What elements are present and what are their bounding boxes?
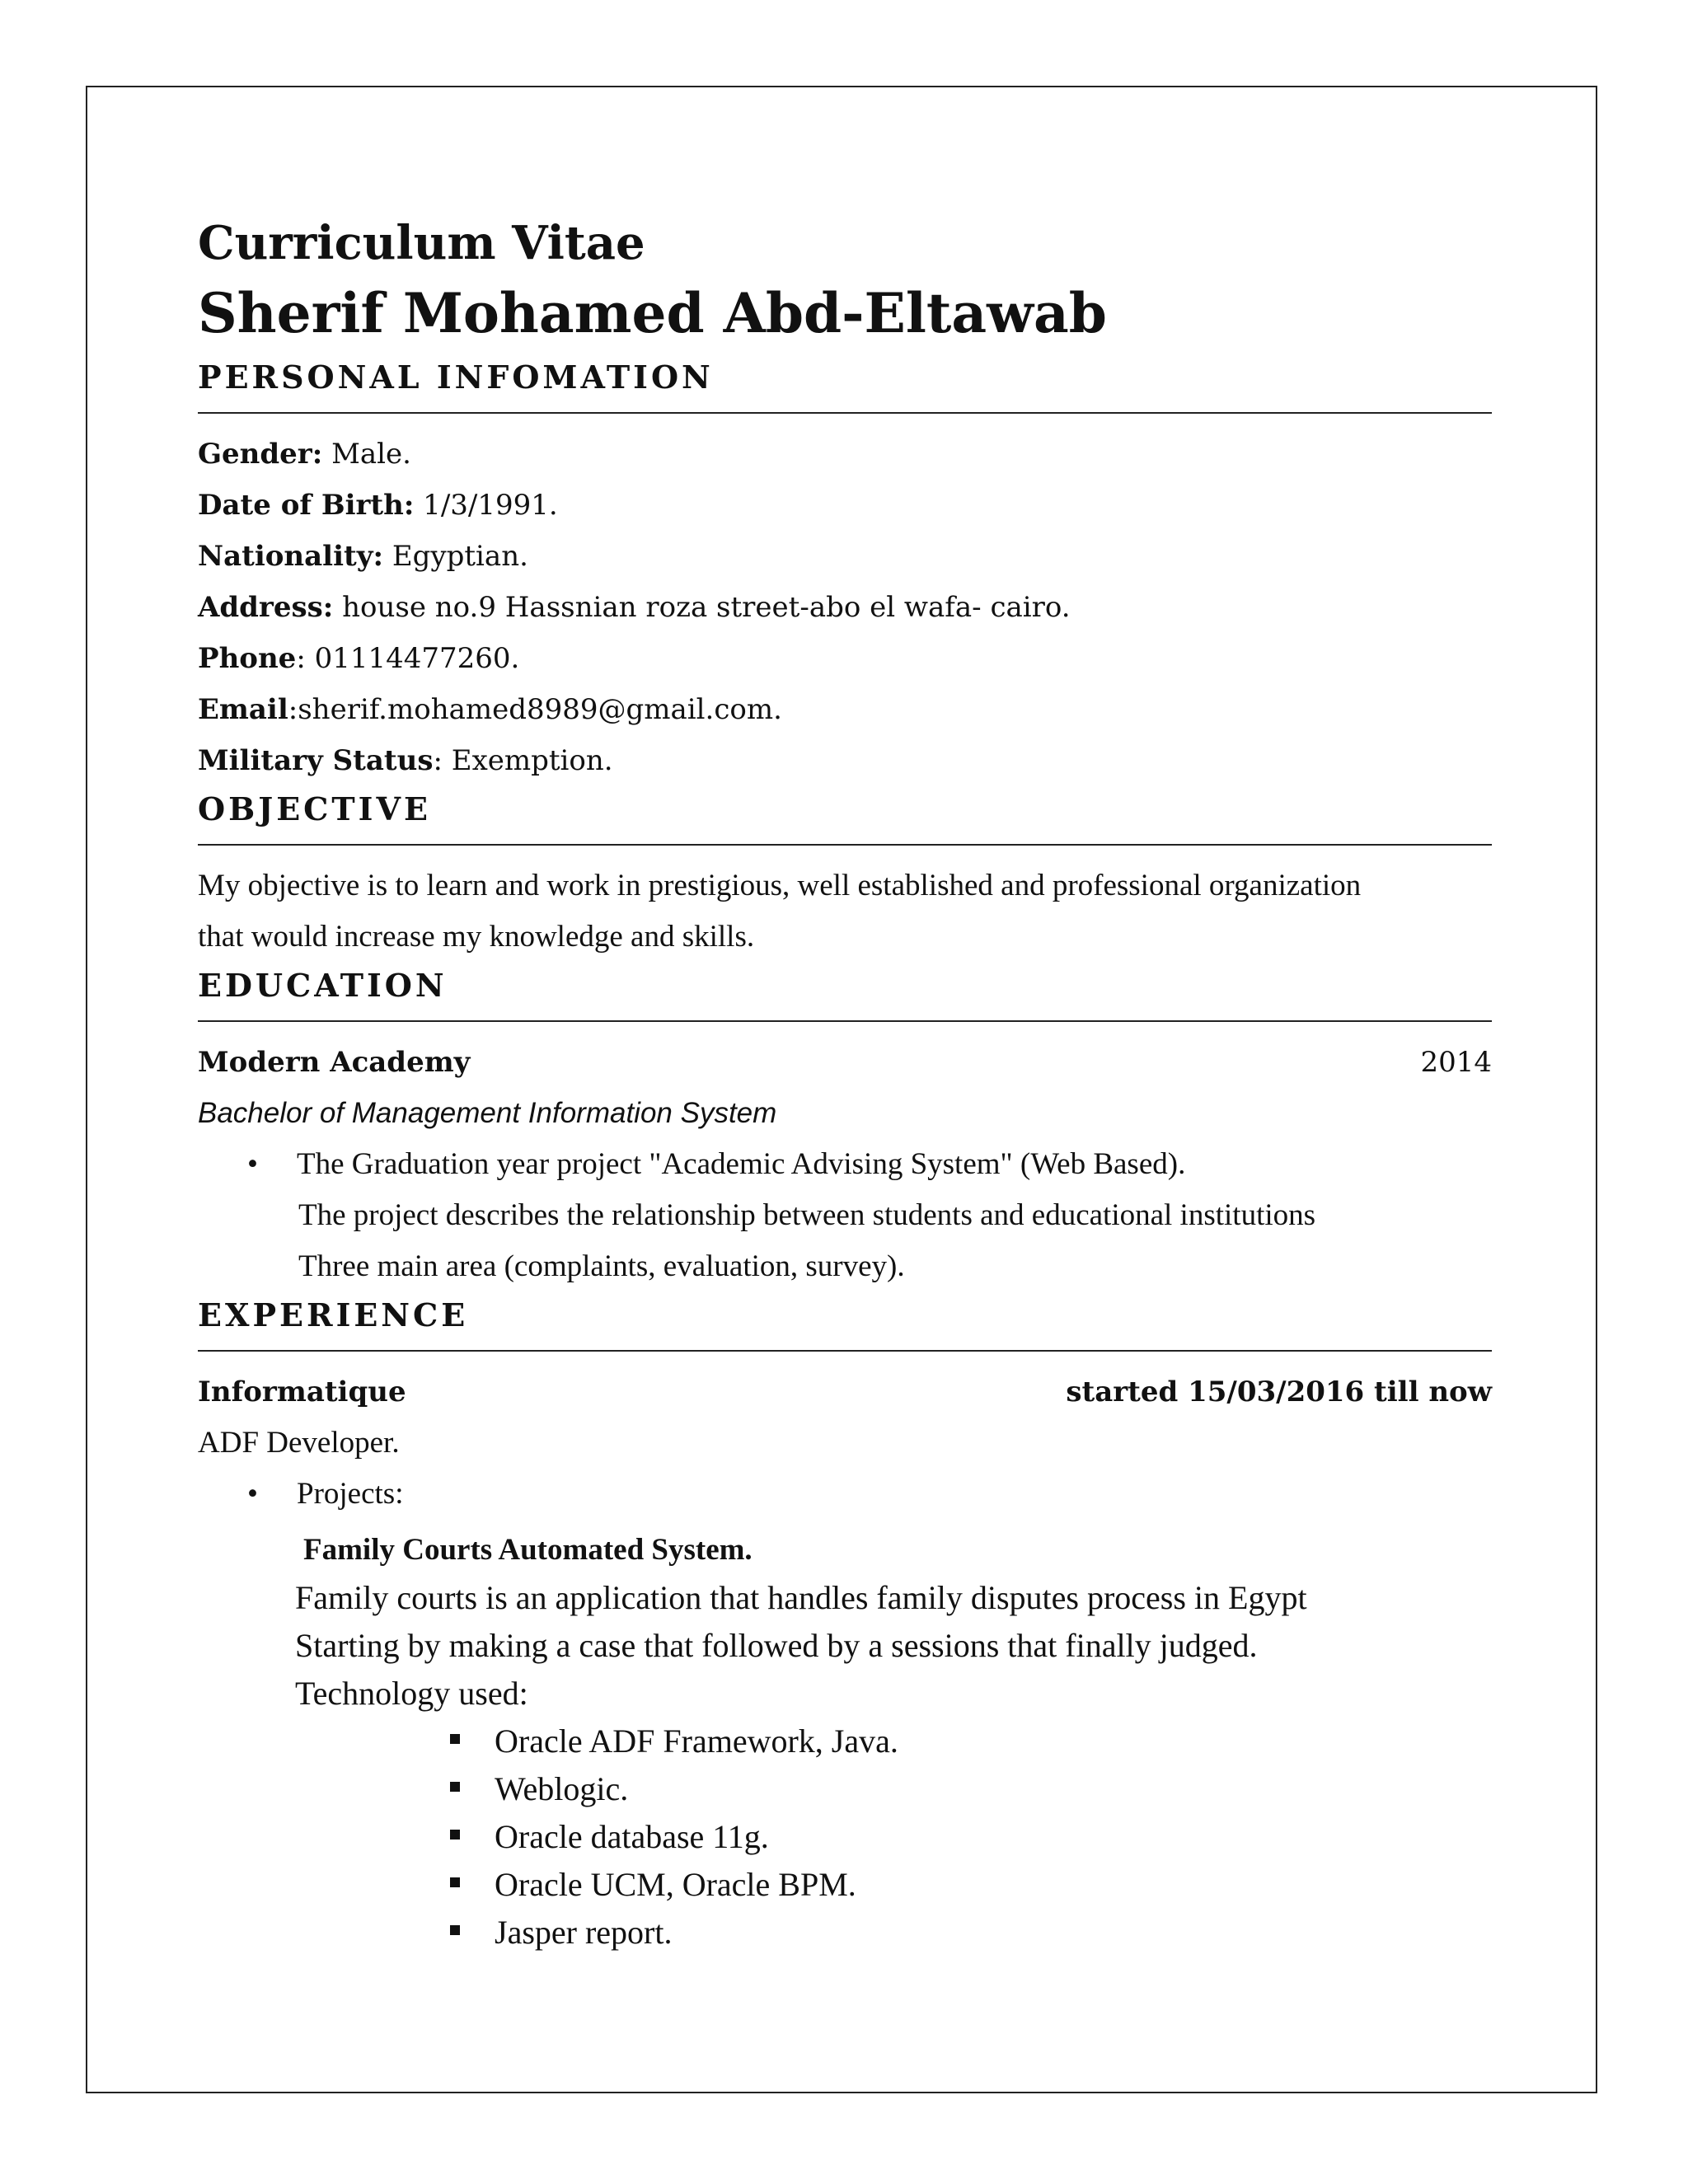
projects-label: Projects:	[297, 1477, 404, 1511]
phone-value: : 01114477260.	[296, 642, 520, 675]
phone-label: Phone	[198, 642, 297, 675]
project-description-line: Family courts is an application that handles family disputes process in Egypt	[295, 1579, 1307, 1616]
technology-item-text: Oracle database 11g.	[495, 1818, 769, 1855]
bullet-icon: •	[247, 1477, 258, 1511]
school-name: Modern Academy	[198, 1046, 471, 1079]
dob-row	[198, 480, 1492, 531]
technology-item	[495, 1813, 1492, 1861]
gender-label: Gender:	[198, 438, 323, 471]
section-heading-education: EDUCATION	[198, 963, 1492, 1022]
degree-title: Bachelor of Management Information System	[198, 1097, 777, 1129]
nationality-label: Nationality:	[198, 540, 384, 573]
phone-row	[198, 633, 1492, 684]
candidate-name: Sherif Mohamed Abd-Eltawab	[198, 281, 1107, 345]
job-role: ADF Developer.	[198, 1426, 400, 1460]
projects-bullet	[198, 1469, 1492, 1520]
company-name: Informatique	[198, 1376, 406, 1408]
nationality-row	[198, 531, 1492, 582]
experience-header-row	[198, 1366, 1492, 1418]
project-detail-line: The project describes the relationship between students and educational institutions	[298, 1198, 1316, 1232]
technology-item	[495, 1718, 1492, 1765]
square-bullet-icon	[450, 1782, 460, 1792]
personal-info-list	[198, 429, 1492, 786]
gender-row	[198, 429, 1492, 480]
military-value: : Exemption.	[433, 744, 613, 777]
technology-item-text: Jasper report.	[495, 1914, 673, 1951]
technology-list	[198, 1718, 1492, 1957]
military-row	[198, 735, 1492, 786]
address-value: house no.9 Hassnian roza street-abo el wafa- cairo.	[333, 591, 1071, 624]
square-bullet-icon	[450, 1877, 460, 1887]
technology-item-text: Oracle UCM, Oracle BPM.	[495, 1866, 856, 1903]
section-heading-objective: OBJECTIVE	[198, 786, 1492, 846]
objective-body	[198, 860, 1492, 963]
email-row	[198, 684, 1492, 735]
technology-item-text: Weblogic.	[495, 1770, 629, 1807]
technology-item	[495, 1861, 1492, 1909]
email-value: :sherif.mohamed8989@gmail.com.	[288, 693, 782, 726]
education-body	[198, 1037, 1492, 1292]
project-description-line: Starting by making a case that followed by a sessions that finally judged.	[295, 1627, 1258, 1664]
section-heading-personal: PERSONAL INFOMATION	[198, 354, 1492, 414]
technology-item	[495, 1909, 1492, 1957]
project-title: Family Courts Automated System.	[303, 1533, 753, 1567]
nationality-value: Egyptian.	[383, 540, 528, 573]
technology-item	[495, 1765, 1492, 1813]
objective-line: that would increase my knowledge and skills.	[198, 920, 755, 954]
project-bullet-text: The Graduation year project "Academic Advising System" (Web Based).	[297, 1147, 1186, 1181]
square-bullet-icon	[450, 1734, 460, 1744]
document-title: Curriculum Vitae	[198, 216, 645, 270]
square-bullet-icon	[450, 1925, 460, 1935]
section-heading-experience: EXPERIENCE	[198, 1292, 1492, 1352]
project-bullet	[198, 1139, 1492, 1190]
dob-value: 1/3/1991.	[414, 489, 558, 522]
gender-value: Male.	[322, 438, 411, 471]
project-detail-line: Three main area (complaints, evaluation, survey).	[298, 1249, 905, 1283]
military-label: Military Status	[198, 744, 434, 777]
technology-used-label: Technology used:	[295, 1675, 528, 1712]
email-label: Email	[198, 693, 288, 726]
address-row	[198, 582, 1492, 633]
employment-period: started 15/03/2016 till now	[1066, 1376, 1492, 1408]
cv-document	[198, 211, 1492, 1957]
square-bullet-icon	[450, 1830, 460, 1840]
education-header-row	[198, 1037, 1492, 1088]
experience-body	[198, 1366, 1492, 1957]
graduation-year: 2014	[1420, 1046, 1492, 1079]
dob-label: Date of Birth:	[198, 489, 415, 522]
bullet-icon: •	[247, 1147, 258, 1181]
address-label: Address:	[198, 591, 334, 624]
technology-item-text: Oracle ADF Framework, Java.	[495, 1722, 898, 1760]
objective-line: My objective is to learn and work in prestigious, well established and professional organization	[198, 869, 1362, 902]
